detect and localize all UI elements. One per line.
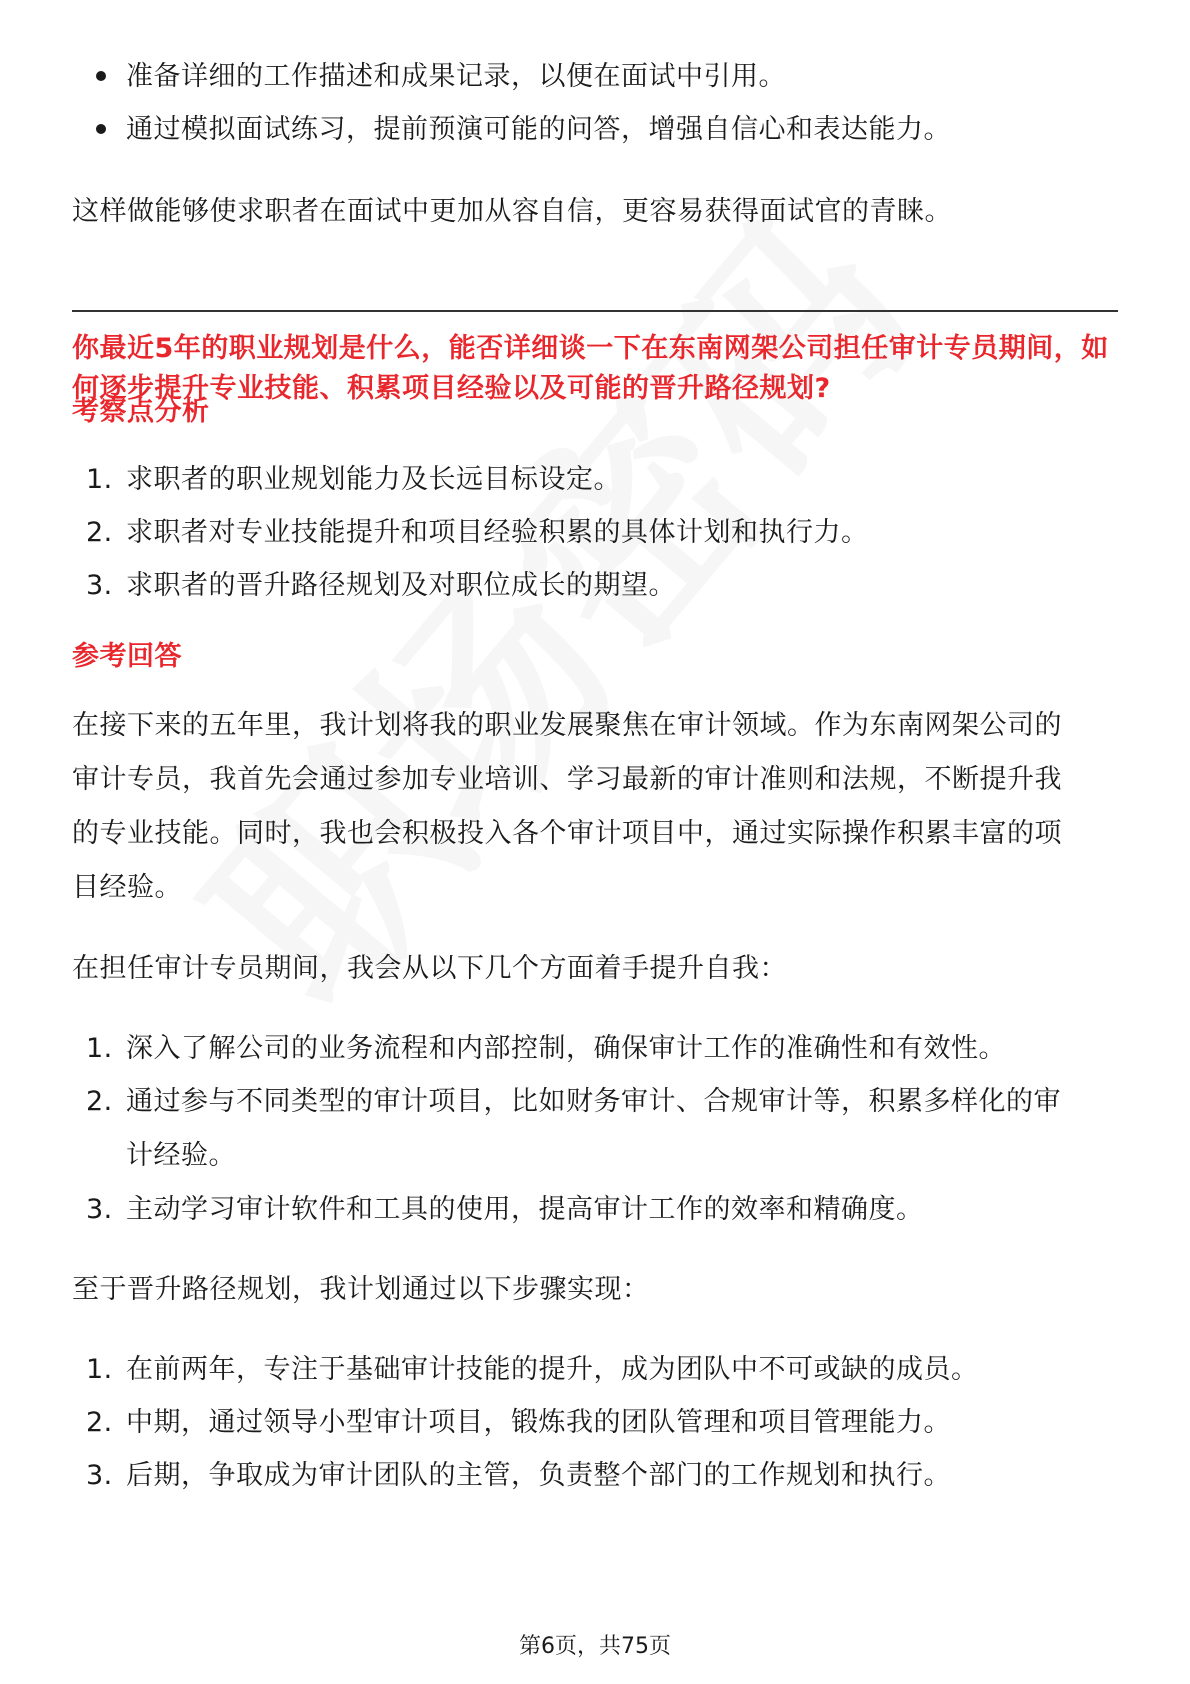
page-number-footer: 第6页，共75页 xyxy=(519,1634,671,1659)
answer-line: 在接下来的五年里，我计划将我的职业发展聚焦在审计领域。作为东南网架公司的 xyxy=(72,710,1062,741)
bullet-text: 通过模拟面试练习，提前预演可能的问答，增强自信心和表达能力。 xyxy=(126,114,951,145)
bullet-text: 准备详细的工作描述和成果记录，以便在面试中引用。 xyxy=(126,61,786,92)
list-text: 求职者的晋升路径规划及对职位成长的期望。 xyxy=(126,570,676,601)
list-marker: 2. xyxy=(86,517,113,548)
list-text: 通过参与不同类型的审计项目，比如财务审计、合规审计等，积累多样化的审 xyxy=(126,1086,1061,1117)
list-text: 计经验。 xyxy=(126,1140,236,1171)
section-divider xyxy=(72,310,1118,312)
list-text: 中期，通过领导小型审计项目，锻炼我的团队管理和项目管理能力。 xyxy=(126,1407,951,1438)
bullet-dot-icon xyxy=(96,71,106,81)
conclusion-paragraph: 这样做能够使求职者在面试中更加从容自信，更容易获得面试官的青睐。 xyxy=(72,196,952,227)
list-marker: 2. xyxy=(86,1407,113,1438)
list-marker: 2. xyxy=(86,1086,113,1117)
answer-line: 的专业技能。同时，我也会积极投入各个审计项目中，通过实际操作积累丰富的项 xyxy=(72,818,1062,849)
answer-line: 审计专员，我首先会通过参加专业培训、学习最新的审计准则和法规，不断提升我 xyxy=(72,764,1062,795)
list-marker: 3. xyxy=(86,1460,113,1491)
list-text: 求职者对专业技能提升和项目经验积累的具体计划和执行力。 xyxy=(126,517,869,548)
list-marker: 3. xyxy=(86,570,113,601)
question-title: 你最近5年的职业规划是什么，能否详细谈一下在东南网架公司担任审计专员期间，如何逐步提升专业技能、积累项目经验以及可能的晋升路径规划? xyxy=(72,333,1109,404)
promotion-intro: 至于晋升路径规划，我计划通过以下步骤实现： xyxy=(72,1274,650,1305)
list-text: 求职者的职业规划能力及长远目标设定。 xyxy=(126,464,621,495)
list-text: 在前两年，专注于基础审计技能的提升，成为团队中不可或缺的成员。 xyxy=(126,1354,979,1385)
answer-heading: 参考回答 xyxy=(72,641,182,672)
list-text: 后期，争取成为审计团队的主管，负责整个部门的工作规划和执行。 xyxy=(126,1460,951,1491)
list-text: 深入了解公司的业务流程和内部控制，确保审计工作的准确性和有效性。 xyxy=(126,1033,1006,1064)
answer-line: 目经验。 xyxy=(72,872,182,903)
list-marker: 1. xyxy=(86,464,113,495)
analysis-heading: 考察点分析 xyxy=(72,396,210,427)
skills-intro: 在担任审计专员期间，我会从以下几个方面着手提升自我： xyxy=(72,953,787,984)
list-marker: 3. xyxy=(86,1194,113,1225)
list-marker: 1. xyxy=(86,1354,113,1385)
bullet-dot-icon xyxy=(96,124,106,134)
list-text: 主动学习审计软件和工具的使用，提高审计工作的效率和精确度。 xyxy=(126,1194,924,1225)
list-marker: 1. xyxy=(86,1033,113,1064)
